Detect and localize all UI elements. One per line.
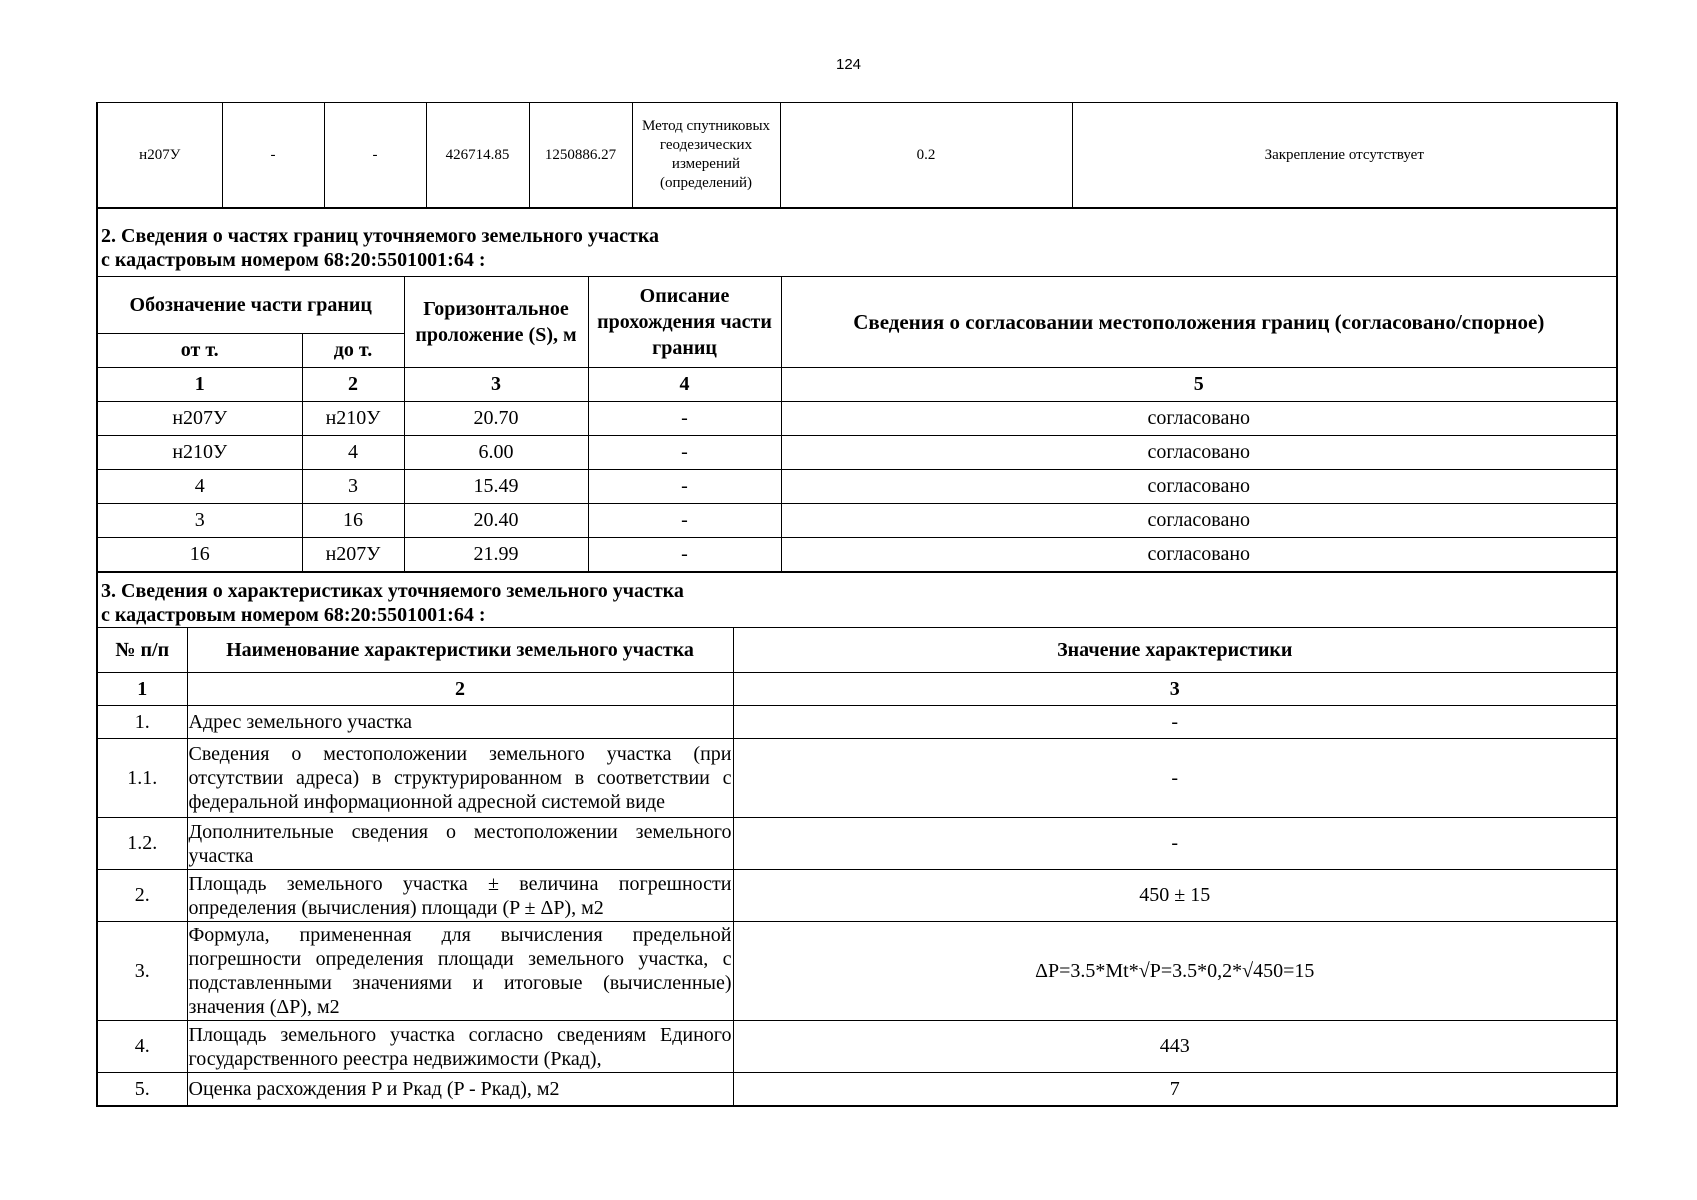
table-row: 1. Адрес земельного участка -	[97, 706, 1617, 739]
table-row: 16 н207У 21.99 - согласовано	[97, 538, 1617, 572]
table-row: 3 16 20.40 - согласовано	[97, 504, 1617, 538]
table-row: 5. Оценка расхождения P и Ркад (P - Ркад), м2 7	[97, 1073, 1617, 1107]
cell: -	[222, 103, 324, 208]
table-row: 2. Площадь земельного участка ± величина погрешности определения (вычисления) площади (P ± ΔP), м2 450 ± 15	[97, 870, 1617, 922]
table-row: н210У 4 6.00 - согласовано	[97, 436, 1617, 470]
accuracy-cell: 0.2	[780, 103, 1072, 208]
table-row: 4 3 15.49 - согласовано	[97, 470, 1617, 504]
column-numbers-row: 1 2 3	[97, 673, 1617, 706]
section-2-title: 2. Сведения о частях границ уточняемого земельного участка с кадастровым номером 68:20:5501001:64 :	[97, 209, 1617, 277]
table-row: 1.1. Сведения о местоположении земельного участка (при отсутствии адреса) в структурированном в соответствии с федеральной информационной адресной системой виде -	[97, 739, 1617, 818]
header-num: № п/п	[97, 628, 187, 673]
header-name: Наименование характеристики земельного участка	[187, 628, 733, 673]
header-agreement: Сведения о согласовании местоположения границ (согласовано/спорное)	[781, 277, 1617, 368]
points-table	[96, 102, 1618, 208]
header-from: от т.	[97, 334, 302, 368]
characteristics-table	[96, 572, 1618, 1107]
y-coordinate-cell: 1250886.27	[529, 103, 632, 208]
point-cell: н207У	[97, 103, 222, 208]
boundary-parts-table	[96, 208, 1618, 572]
cell: -	[324, 103, 426, 208]
header-part-designation: Обозначение части границ	[97, 277, 404, 334]
page-number: 124	[835, 56, 862, 73]
header-to: до т.	[302, 334, 404, 368]
table-row: н207У н210У 20.70 - согласовано	[97, 402, 1617, 436]
x-coordinate-cell: 426714.85	[426, 103, 529, 208]
table-row: 1.2. Дополнительные сведения о местоположении земельного участка -	[97, 818, 1617, 870]
fixing-cell: Закрепление отсутствует	[1072, 103, 1617, 208]
header-value: Значение характеристики	[733, 628, 1617, 673]
header-horizontal: Горизонтальное проложение (S), м	[404, 277, 588, 368]
section-3-title: 3. Сведения о характеристиках уточняемого земельного участка с кадастровым номером 68:20:5501001:64 :	[97, 573, 1617, 628]
table-row: 4. Площадь земельного участка согласно сведениям Единого государственного реестра недвижимости (Ркад), 443	[97, 1021, 1617, 1073]
header-description: Описание прохождения части границ	[588, 277, 781, 368]
table-row	[97, 103, 1617, 208]
column-numbers-row: 1 2 3 4 5	[97, 368, 1617, 402]
table-row: 3. Формула, примененная для вычисления предельной погрешности определения площади земельного участка, с подставленными значениями и итоговые (вычисленные) значения (ΔP), м2 ΔP=3.5*Mt*√P=3.5*0,2*√450=15	[97, 922, 1617, 1021]
document-sheet	[96, 102, 1616, 1107]
method-cell: Метод спутниковых геодезических измерений (определений)	[632, 103, 780, 208]
